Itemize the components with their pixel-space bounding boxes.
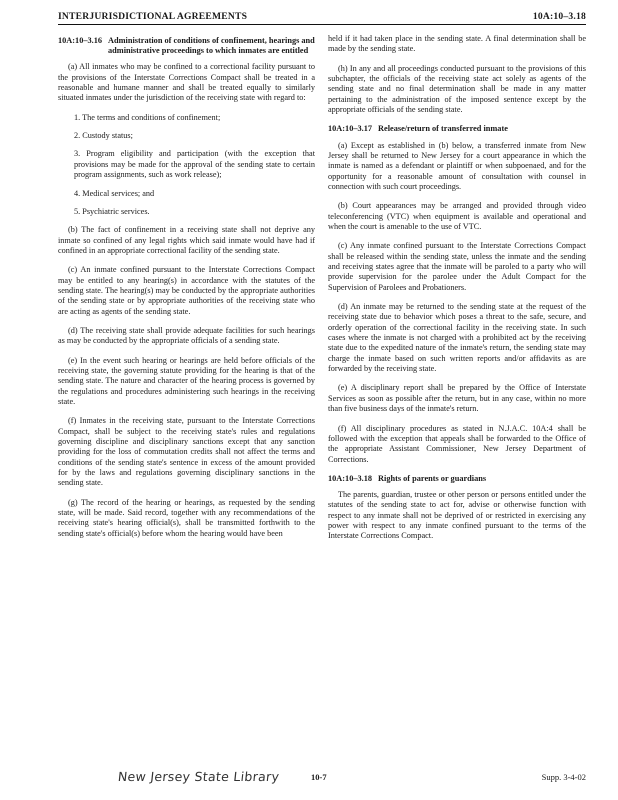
paragraph-e: (e) In the event such hearing or hearings are held before officials of the receiving state, the governing statute providing for the hearing is that of the sending state. The nature and character of the hearing process is governed by the regulations and procedures administering such hearings in the receiving state. [58, 355, 315, 406]
section-title: Rights of parents or guardians [378, 473, 487, 483]
list-item-2: 2. Custody status; [74, 131, 133, 141]
supplement-date: Supp. 3-4-02 [541, 772, 586, 782]
header-title: INTERJURISDICTIONAL AGREEMENTS [58, 11, 248, 22]
section-number: 10A:10–3.17 [328, 124, 373, 134]
list-item-5: 5. Psychiatric services. [74, 206, 150, 216]
paragraph-3-17-d: (d) An inmate may be returned to the sending state at the request of the receiving state due to behavior which poses a threat to the safe, secure, and orderly operation of the correctional facility in the receiving state. In such cases where the inmate is not charged with a prohibited act by the receiving state due to the expedited nature of the inmate's return, the sending state may charge the inmate based on such written reports and/or affidavits as are forwarded by the receiving state. [328, 302, 586, 374]
paragraph-f: (f) Inmates in the receiving state, pursuant to the Interstate Corrections Compact, shall be subject to the receiving state's rules and regulations governing discipline and disciplinary sanctions except that any sanction providing for the loss of commutation credits shall not affect the terms and conditions of the sending state's sentence in excess of the amount provided for by the laws and regulations governing disciplinary sanctions in the sending state. [58, 416, 315, 488]
section-title: Release/return of transferred inmate [378, 124, 508, 134]
section-heading-3-17 [328, 124, 586, 134]
list-item-4: 4. Medical services; and [74, 188, 155, 198]
paragraph-h: (h) In any and all proceedings conducted pursuant to the provisions of this subchapter, the officials of the receiving state act solely as agents of the sending state and no final determination shall be made in any matter pertaining to the administration of the imposed sentence except by the appropriate officials of the sending state. [328, 63, 586, 115]
paragraph-d: (d) The receiving state shall provide adequate facilities for such hearings as may be conducted by the appropriate officials of a sending state. [58, 325, 315, 346]
paragraph-3-17-f: (f) All disciplinary procedures as stated in N.J.A.C. 10A:4 shall be followed with the exception that appeals shall be forwarded to the Office of the appropriate Assistant Commissioner, New Jersey Department of Corrections. [328, 423, 586, 464]
left-column [58, 34, 315, 548]
library-watermark: New Jersey State Library [117, 769, 281, 784]
running-header [58, 8, 586, 25]
paragraph-3-17-a: (a) Except as established in (b) below, a transferred inmate from New Jersey shall be returned to New Jersey for a court appearance in which the inmate is named as a defendant or plaintiff or when subpoenaed, and for the opportunity for a reasonable amount of consultation with counsel in connection with such court proceedings. [328, 140, 586, 191]
paragraph-3-18: The parents, guardian, trustee or other person or persons entitled under the statutes of the sending state to act for, advise or otherwise function with respect to any inmate shall not be deprived of or restricted in exercising any power with respect to any inmate confined pursuant to the terms of the Interstate Corrections Compact. [328, 490, 586, 541]
list-item-1: 1. The terms and conditions of confinement; [74, 112, 221, 122]
paragraph-c: (c) An inmate confined pursuant to the Interstate Corrections Compact may be entitled to any hearing(s) in accordance with the statutes of the sending state. The hearing(s) may be conducted by the appropriate authorities of the sending state or by appropriate authorities of the receiving state who are acting as agents of the sending state. [58, 265, 315, 316]
section-title: Administration of conditions of confinement, hearings and administrative proceedings to which inmates are entitled [108, 36, 315, 56]
section-number: 10A:10–3.16 [58, 36, 103, 45]
paragraph-3-17-c: (c) Any inmate confined pursuant to the Interstate Corrections Compact shall be released within the sending state, unless the inmate and the sending and receiving states agree that the inmate will be paroled to a party who will provide supervision for the parolee under the Adult Compact for the Supervision of Parolees and Probationers. [328, 241, 586, 292]
header-section-range: 10A:10–3.18 [532, 11, 586, 22]
page-footer [58, 769, 586, 788]
section-heading-3-16 [58, 36, 315, 56]
right-column [328, 34, 586, 551]
paragraph-b: (b) The fact of confinement in a receiving state shall not deprive any inmate so confined of any legal rights which said inmate would have had if confined in an appropriate correctional facility of the sending state. [58, 225, 315, 255]
paragraph-a: (a) All inmates who may be confined to a correctional facility pursuant to the provisions of the Interstate Corrections Compact shall be treated in a reasonable and humane manner and shall be treated equally to similarly situated inmates under the jurisdiction of the receiving state with regard to: [58, 62, 315, 103]
paragraph-3-17-e: (e) A disciplinary report shall be prepared by the Office of Interstate Services as soon as possible after the return, but in any case, within no more than five business days of the inmate's return. [328, 383, 586, 414]
paragraph-g: (g) The record of the hearing or hearings, as requested by the sending state, will be made. Said record, together with any recommendations of the receiving state's hearing official(s), shall be transmitted forthwith to the sending state's official(s) before whom the hearing would have been [58, 497, 315, 538]
list-item-3: 3. Program eligibility and participation (with the exception that provisions may be made for the approval of the sending state to certain program assignments, such as work release); [74, 149, 315, 180]
paragraph-g-continued: held if it had taken place in the sending state. A final determination shall be made by the sending state. [328, 34, 586, 54]
section-number: 10A:10–3.18 [328, 473, 373, 483]
section-heading-3-18 [328, 474, 586, 484]
page-number: 10-7 [311, 772, 327, 782]
paragraph-3-17-b: (b) Court appearances may be arranged and provided through video teleconferencing (VTC) when equipment is available and operational and when the court is amenable to the use of VTC. [328, 201, 586, 232]
